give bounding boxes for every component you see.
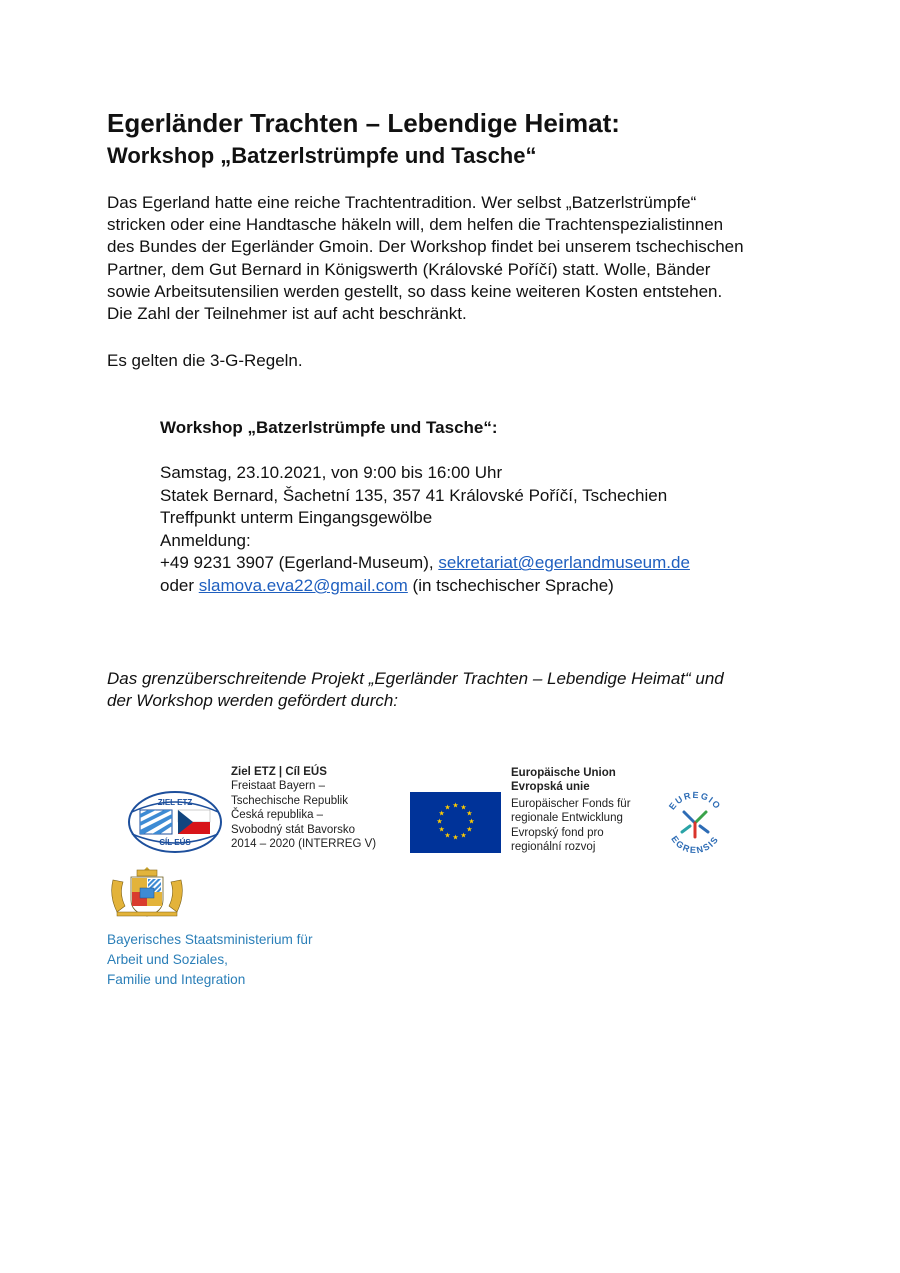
eu-line: Europäischer Fonds für	[511, 797, 631, 810]
intro-line: Partner, dem Gut Bernard in Königswerth (Královské Poříčí) statt. Wolle, Bänder	[107, 259, 711, 279]
ministry-logo-text	[107, 930, 313, 990]
workshop-heading: Workshop „Batzerlstrümpfe und Tasche“:	[160, 418, 498, 437]
language-note: (in tschechischer Sprache)	[407, 575, 614, 595]
eu-logo-text	[511, 766, 631, 854]
ziel-etz-logo	[126, 790, 224, 854]
eu-line: regionale Entwicklung	[511, 812, 623, 825]
registration-line	[160, 552, 690, 575]
svg-text:★: ★	[460, 803, 467, 812]
eu-flag-icon	[410, 792, 501, 853]
euregio-bottom-text: EGRENSIS	[669, 834, 721, 856]
workshop-meeting-point: Treffpunkt unterm Eingangsgewölbe	[160, 508, 433, 528]
page-subtitle: Workshop „Batzerlstrümpfe und Tasche“	[107, 143, 537, 168]
svg-text:★: ★	[452, 801, 459, 810]
svg-text:★: ★	[466, 825, 473, 834]
intro-paragraph	[107, 192, 744, 325]
workshop-details	[160, 462, 690, 598]
svg-text:EUREGIO	[667, 790, 723, 812]
svg-text:★: ★	[466, 809, 473, 818]
ziel-line: 2014 – 2020 (INTERREG V)	[231, 838, 377, 851]
ziel-line: Česká republika –	[231, 809, 324, 822]
czech-flag-icon	[178, 810, 210, 834]
svg-text:★: ★	[460, 831, 467, 840]
intro-line: stricken oder eine Handtasche häkeln will, dem helfen die Trachtenspezialistinnen	[107, 215, 724, 235]
email-link-czech[interactable]: slamova.eva22@gmail.com	[198, 575, 408, 595]
funding-line: der Workshop werden gefördert durch:	[107, 691, 399, 711]
registration-line-alt	[160, 575, 690, 598]
ziel-line: Freistaat Bayern –	[231, 780, 325, 793]
bavaria-flag-icon	[140, 810, 172, 834]
intro-line: des Bundes der Egerländer Gmoin. Der Workshop findet bei unserem tschechischen	[107, 237, 744, 257]
eu-heading-cz: Evropská unie	[511, 781, 590, 794]
ziel-badge-top: ZIEL ETZ	[157, 798, 193, 807]
ziel-heading: Ziel ETZ | Cíl EÚS	[231, 766, 327, 778]
euregio-arrows-icon	[682, 812, 708, 837]
svg-text:★: ★	[436, 817, 443, 826]
ministry-line: Arbeit und Soziales,	[107, 952, 228, 967]
svg-text:★: ★	[438, 809, 445, 818]
ziel-line: Svobodný stát Bavorsko	[231, 823, 356, 836]
intro-line: Die Zahl der Teilnehmer ist auf acht beschränkt.	[107, 304, 467, 324]
ziel-line: Tschechische Republik	[231, 794, 348, 807]
email-link-museum[interactable]: sekretariat@egerlandmuseum.de	[438, 553, 690, 573]
page-title: Egerländer Trachten – Lebendige Heimat:	[107, 108, 620, 138]
svg-text:★: ★	[452, 833, 459, 842]
svg-text:★: ★	[468, 817, 475, 826]
svg-text:★: ★	[444, 831, 451, 840]
funding-line: Das grenzüberschreitende Projekt „Egerländer Trachten – Lebendige Heimat“ und	[107, 669, 724, 688]
ministry-line: Familie und Integration	[107, 972, 246, 987]
workshop-address: Statek Bernard, Šachetní 135, 357 41 Královské Poříčí, Tschechien	[160, 485, 668, 505]
ziel-logo-text	[231, 765, 376, 851]
intro-line: Das Egerland hatte eine reiche Trachtentradition. Wer selbst „Batzerlstrümpfe“	[107, 193, 697, 212]
rules-note: Es gelten die 3-G-Regeln.	[107, 351, 303, 370]
eu-line: regionální rozvoj	[511, 841, 596, 854]
ziel-badge-bottom: CÍL EÚS	[159, 838, 191, 847]
registration-label: Anmeldung:	[160, 530, 251, 550]
euregio-top-text: EUREGIO	[666, 790, 724, 812]
phone-number: +49 9231 3907 (Egerland-Museum),	[160, 553, 439, 573]
eu-heading-de: Europäische Union	[511, 767, 616, 779]
intro-line: sowie Arbeitsutensilien werden gestellt, so dass keine weiteren Kosten entstehen.	[107, 281, 723, 301]
svg-text:★: ★	[438, 825, 445, 834]
workshop-date: Samstag, 23.10.2021, von 9:00 bis 16:00 Uhr	[160, 463, 503, 482]
bavarian-coat-of-arms-icon	[107, 866, 187, 918]
euregio-egrensis-logo	[660, 790, 730, 856]
svg-text:★: ★	[444, 803, 451, 812]
ministry-line: Bayerisches Staatsministerium für	[107, 932, 313, 947]
eu-line: Evropský fond pro	[511, 826, 604, 839]
funding-note	[107, 668, 724, 713]
or-label: oder	[160, 575, 199, 595]
